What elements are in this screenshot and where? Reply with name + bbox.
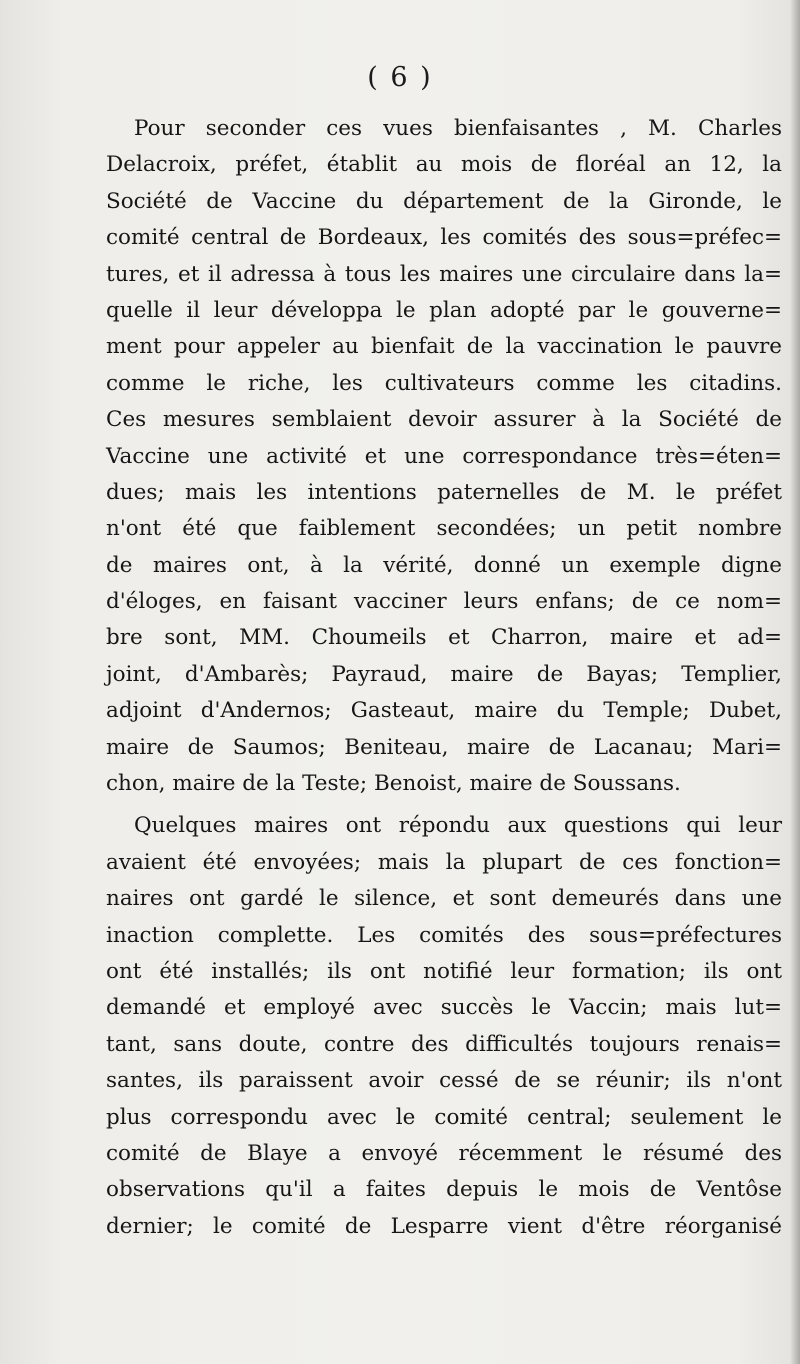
text-line: Société de Vaccine du département de la Gironde, le: [106, 188, 782, 214]
paragraph-1: [106, 111, 782, 802]
text-line: avaient été envoyées; mais la plupart de ces fonction=: [106, 849, 782, 875]
text-line: santes, ils paraissent avoir cessé de se réunir; ils n'ont: [106, 1068, 782, 1094]
text-line: plus correspondu avec le comité central; seulement le: [106, 1104, 782, 1130]
page-edge-shadow: [790, 0, 800, 1364]
text-line: Ces mesures semblaient devoir assurer à la Société de: [106, 407, 782, 433]
text-line: maire de Saumos; Beniteau, maire de Lacanau; Mari=: [106, 734, 782, 760]
text-line: comité de Blaye a envoyé récemment le résumé des: [106, 1140, 782, 1166]
paragraph-2: [106, 808, 782, 1245]
text-line: comité central de Bordeaux, les comités des sous=préfec=: [106, 225, 782, 251]
text-line: naires ont gardé le silence, et sont demeurés dans une: [106, 886, 782, 912]
text-line: observations qu'il a faites depuis le mois de Ventôse: [106, 1177, 782, 1203]
text-line: joint, d'Ambarès; Payraud, maire de Bayas; Templier,: [106, 661, 782, 687]
text-line: tures, et il adressa à tous les maires une circulaire dans la=: [106, 261, 782, 287]
text-line: Vaccine une activité et une correspondance très=éten=: [106, 443, 782, 469]
text-line: n'ont été que faiblement secondées; un petit nombre: [106, 516, 782, 542]
text-line: bre sont, MM. Choumeils et Charron, maire et ad=: [106, 625, 782, 651]
text-line: tant, sans doute, contre des difficultés toujours renais=: [106, 1031, 782, 1057]
text-line: Pour seconder ces vues bienfaisantes , M. Charles: [134, 116, 782, 141]
text-line: adjoint d'Andernos; Gasteaut, maire du Temple; Dubet,: [106, 698, 782, 724]
text-line: Quelques maires ont répondu aux questions qui leur: [134, 813, 782, 839]
text-line: chon, maire de la Teste; Benoist, maire de Soussans.: [106, 771, 681, 797]
text-line: Delacroix, préfet, établit au mois de floréal an 12, la: [106, 152, 782, 178]
body-text: [106, 111, 782, 1245]
text-line: comme le riche, les cultivateurs comme les citadins.: [106, 370, 782, 396]
text-line: dernier; le comité de Lesparre vient d'être réorganisé: [106, 1213, 782, 1239]
text-line: ont été installés; ils ont notifié leur formation; ils ont: [106, 958, 782, 984]
text-line: quelle il leur développa le plan adopté par le gouverne=: [106, 297, 782, 323]
text-line: demandé et employé avec succès le Vaccin; mais lut=: [106, 995, 782, 1021]
text-line: ment pour appeler au bienfait de la vaccination le pauvre: [106, 334, 782, 360]
text-line: d'éloges, en faisant vacciner leurs enfans; de ce nom=: [106, 589, 782, 615]
text-line: de maires ont, à la vérité, donné un exemple digne: [106, 552, 782, 578]
text-line: inaction complette. Les comités des sous=préfectures: [106, 922, 782, 948]
text-line: dues; mais les intentions paternelles de M. le préfet: [106, 479, 782, 505]
page-number: ( 6 ): [367, 62, 433, 93]
